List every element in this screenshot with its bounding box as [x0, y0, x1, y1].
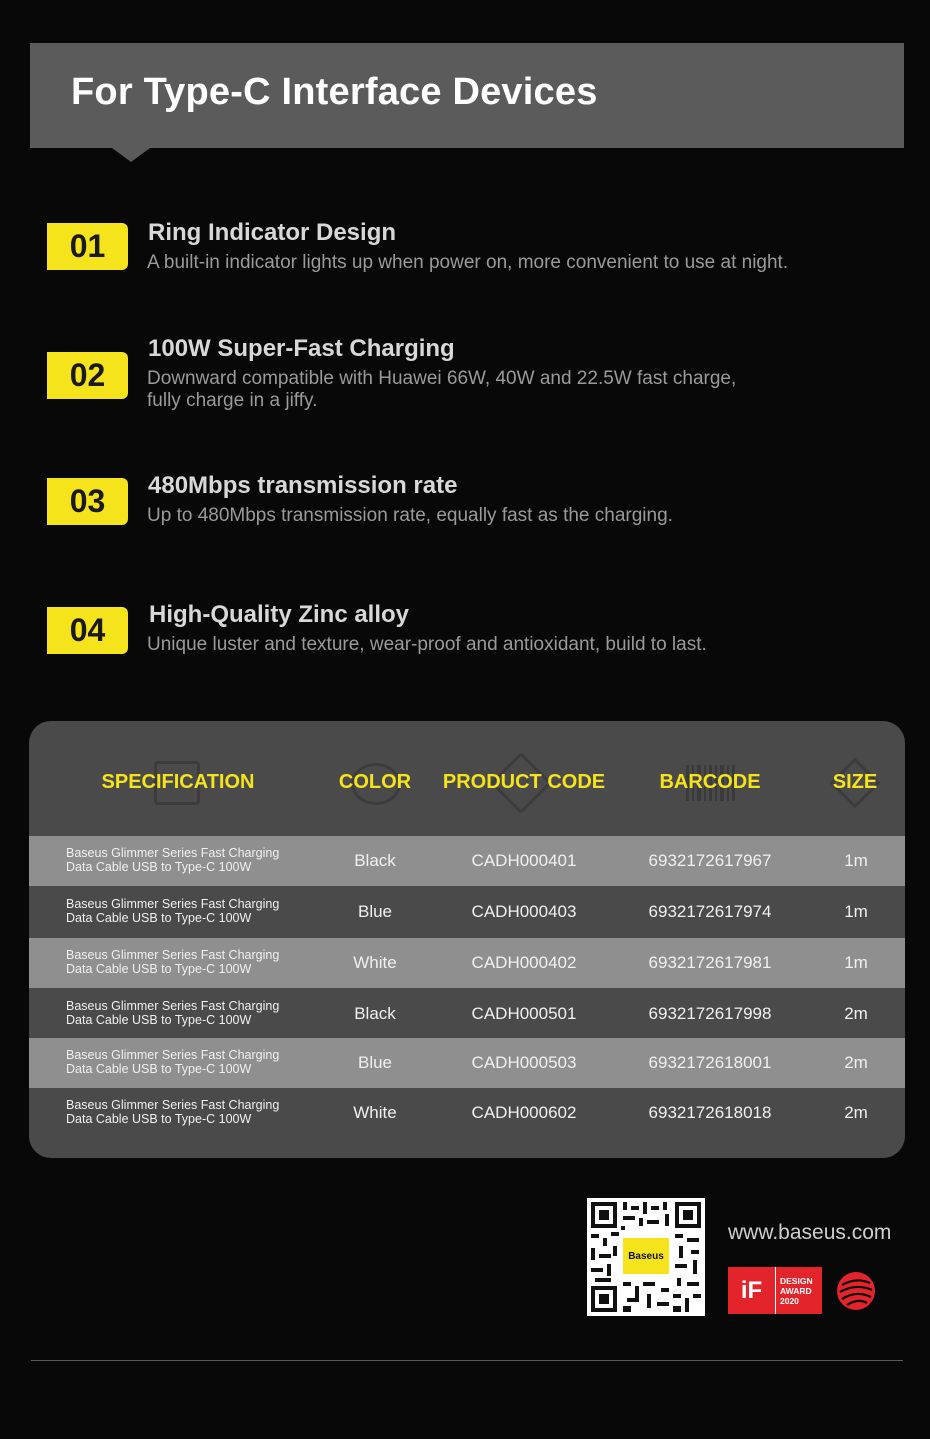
- feature-number-badge: 02: [47, 352, 128, 399]
- feature-title: 480Mbps transmission rate: [148, 472, 458, 499]
- feature-number-badge: 04: [47, 607, 128, 654]
- size-cell: 2m: [844, 1103, 868, 1122]
- header-color: COLOR: [338, 771, 412, 793]
- size-cell: 2m: [844, 1004, 868, 1023]
- feature-title: 100W Super-Fast Charging: [148, 335, 455, 362]
- color-cell: Blue: [357, 902, 393, 921]
- bottom-divider: [31, 1360, 903, 1361]
- feature-title: Ring Indicator Design: [148, 219, 397, 246]
- size-cell: 1m: [844, 851, 868, 870]
- feature-description-line-2: fully charge in a jiffy.: [147, 390, 318, 411]
- spec-name-cell: Baseus Glimmer Series Fast Charging Data Cable USB to Type-C 100W: [66, 1098, 280, 1126]
- spec-name-cell: Baseus Glimmer Series Fast Charging Data Cable USB to Type-C 100W: [66, 948, 280, 976]
- barcode-cell: 6932172617974: [648, 902, 772, 921]
- header-size: SIZE: [832, 771, 878, 793]
- color-cell: Black: [354, 1004, 396, 1023]
- product-code-cell: CADH000503: [471, 1053, 577, 1072]
- qr-code[interactable]: [587, 1198, 705, 1316]
- color-cell: Black: [354, 851, 396, 870]
- spec-name-cell: Baseus Glimmer Series Fast Charging Data Cable USB to Type-C 100W: [66, 897, 280, 925]
- product-code-cell: CADH000401: [471, 851, 577, 870]
- color-cell: White: [353, 1103, 397, 1122]
- size-cell: 1m: [844, 902, 868, 921]
- product-code-cell: CADH000602: [471, 1103, 577, 1122]
- table-row: [29, 836, 905, 886]
- barcode-cell: 6932172618018: [648, 1103, 772, 1122]
- spec-name-cell: Baseus Glimmer Series Fast Charging Data Cable USB to Type-C 100W: [66, 846, 280, 874]
- spec-name-cell: Baseus Glimmer Series Fast Charging Data Cable USB to Type-C 100W: [66, 999, 280, 1027]
- feature-description: Downward compatible with Huawei 66W, 40W and 22.5W fast charge,: [147, 368, 737, 389]
- qr-brand-logo: Baseus: [623, 1238, 669, 1274]
- if-logo-icon: iF: [740, 1276, 763, 1304]
- feature-number-badge: 03: [47, 478, 128, 525]
- size-cell: 2m: [844, 1053, 868, 1072]
- table-row: [29, 1038, 905, 1088]
- product-code-cell: CADH000403: [471, 902, 577, 921]
- barcode-cell: 6932172617981: [648, 953, 772, 972]
- spec-table: [29, 721, 905, 1158]
- product-code-cell: CADH000402: [471, 953, 577, 972]
- table-row: [29, 887, 905, 937]
- barcode-cell: 6932172618001: [648, 1053, 772, 1072]
- website-link[interactable]: www.baseus.com: [728, 1221, 892, 1244]
- page-title: For Type-C Interface Devices: [71, 71, 598, 113]
- table-row: [29, 938, 905, 988]
- table-row: [29, 989, 905, 1039]
- table-row: [29, 1088, 905, 1138]
- feature-title: High-Quality Zinc alloy: [149, 601, 410, 628]
- header-banner: [30, 43, 904, 148]
- color-cell: White: [353, 953, 397, 972]
- header-barcode: BARCODE: [659, 771, 761, 793]
- barcode-cell: 6932172617998: [648, 1004, 772, 1023]
- feature-description: A built-in indicator lights up when power on, more convenient to use at night.: [147, 252, 789, 273]
- if-design-award-badge: [728, 1267, 822, 1314]
- spec-table-header: [29, 721, 905, 836]
- banner-notch: [112, 148, 150, 162]
- product-code-cell: CADH000501: [471, 1004, 577, 1023]
- color-cell: Blue: [357, 1053, 393, 1072]
- feature-description: Unique luster and texture, wear-proof and antioxidant, build to last.: [147, 634, 707, 655]
- size-cell: 1m: [844, 953, 868, 972]
- feature-description: Up to 480Mbps transmission rate, equally fast as the charging.: [147, 505, 673, 526]
- feature-number-badge: 01: [47, 223, 128, 270]
- header-product-code: PRODUCT CODE: [442, 771, 606, 793]
- header-specification: SPECIFICATION: [101, 771, 255, 793]
- reddot-award-icon: [836, 1271, 876, 1311]
- spec-name-cell: Baseus Glimmer Series Fast Charging Data Cable USB to Type-C 100W: [66, 1048, 280, 1076]
- barcode-cell: 6932172617967: [648, 851, 772, 870]
- if-award-text: DESIGN AWARD 2020: [775, 1267, 822, 1314]
